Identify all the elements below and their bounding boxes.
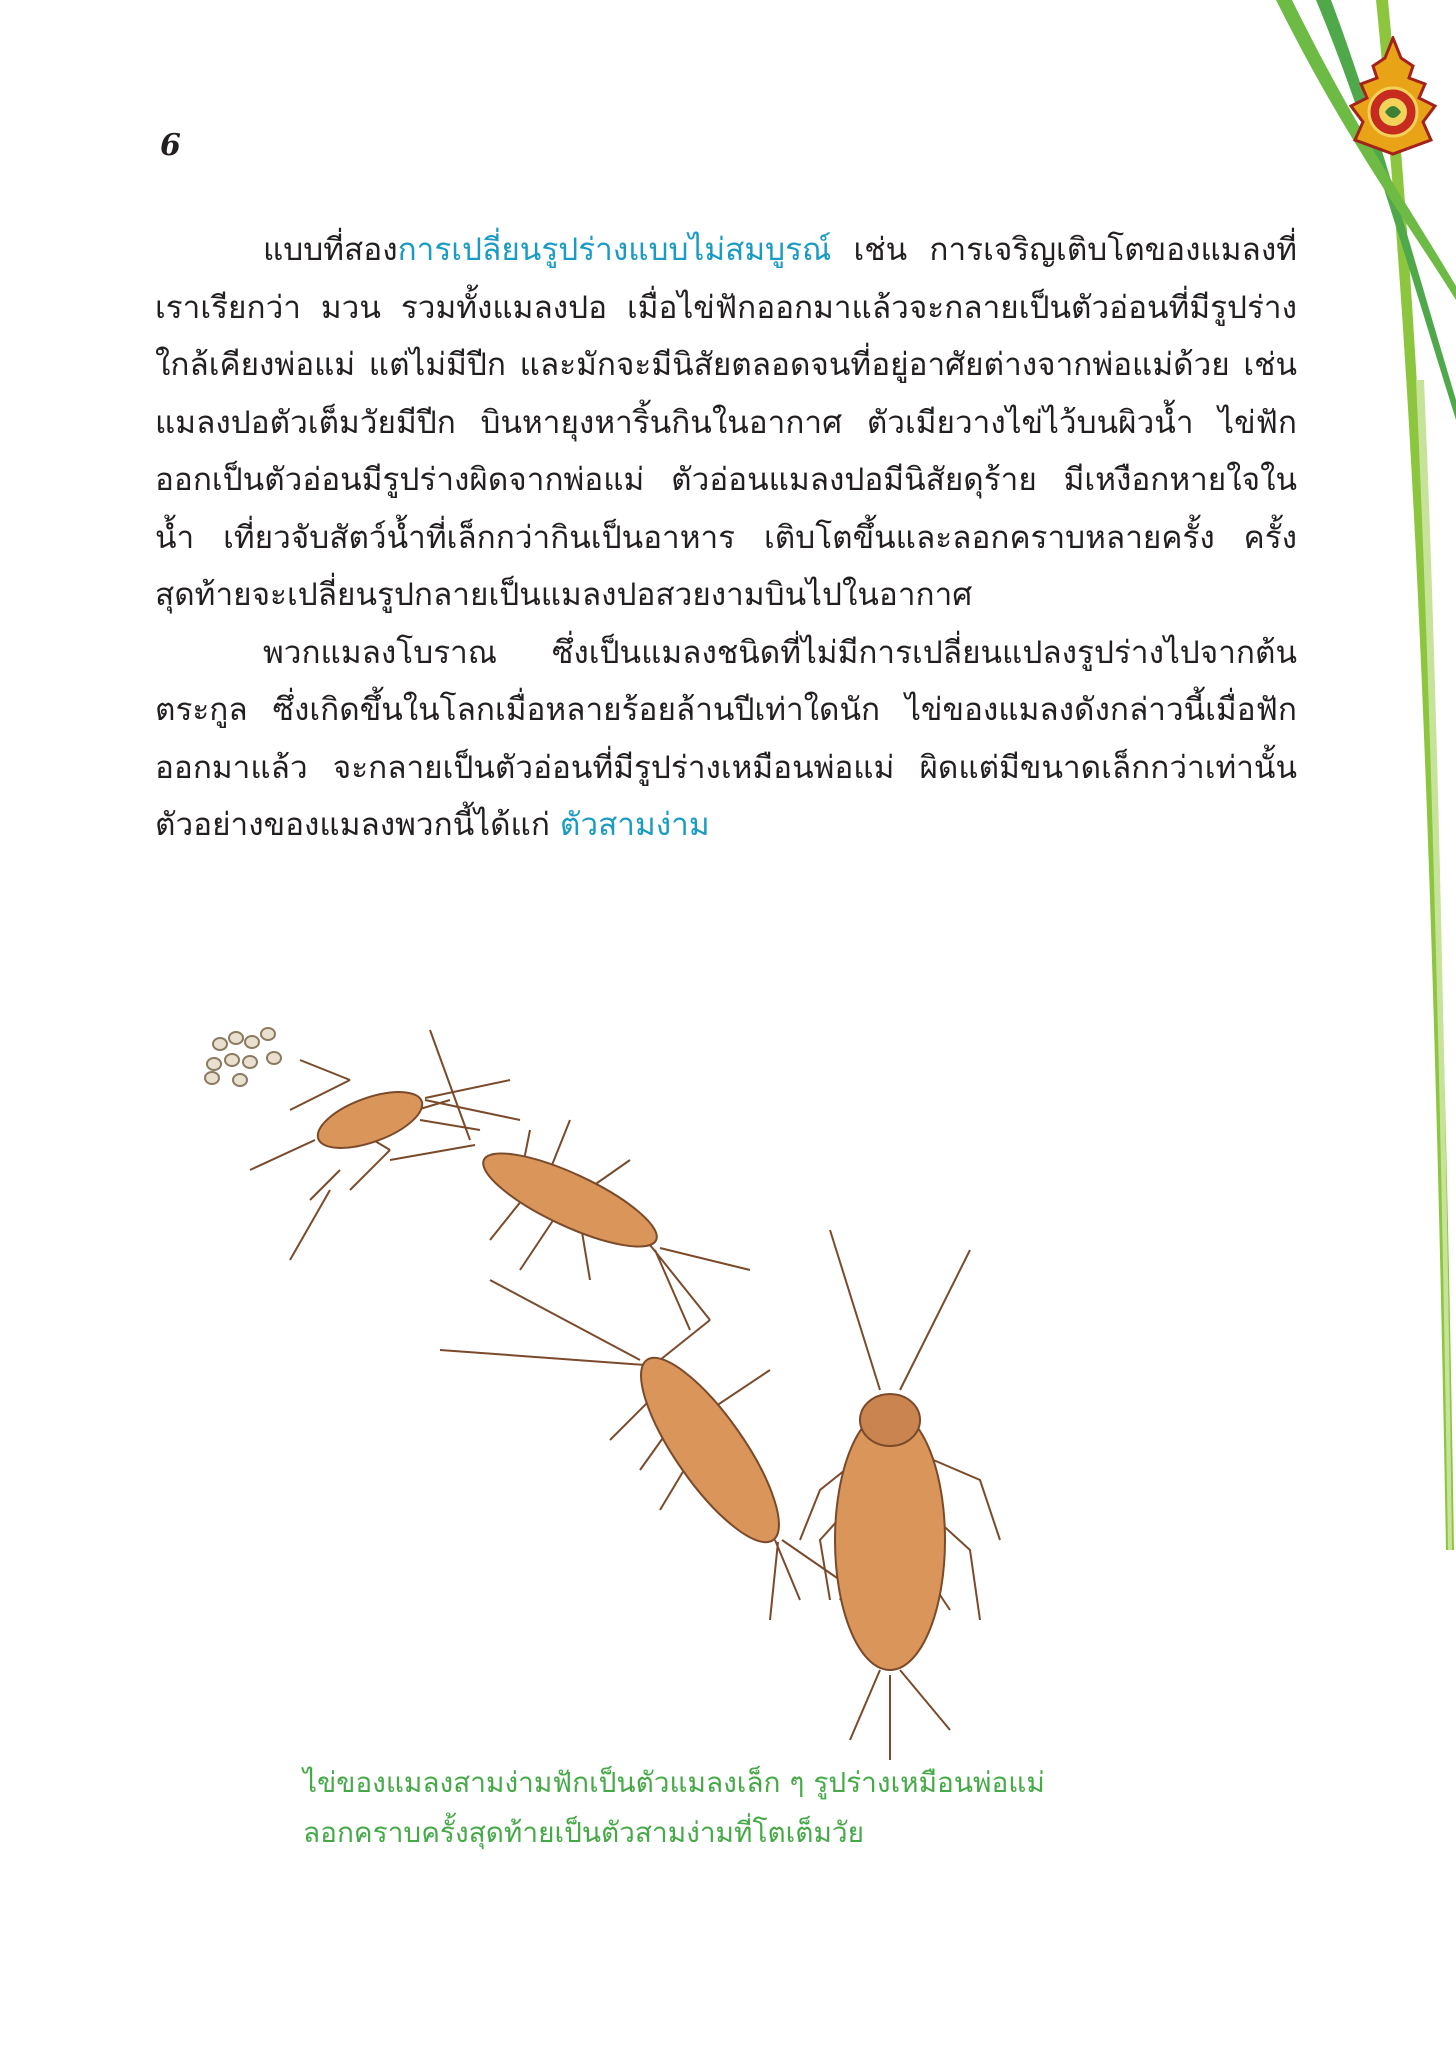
paragraph-1-text: เช่น การเจริญเติบโตของแมลงที่เราเรียกว่า มวน รวมทั้งแมลงปอ เมื่อไข่ฟักออกมาแล้วจะกลายเป็นตัวอ่อนที่มีรูปร่างใกล้เคียงพ่อแม่ แต่ไม่มีปีก และมักจะมีนิสัยตลอดจนที่อยู่อาศัยต่างจากพ่อแม่ด้วย เช่น แมลงปอตัวเต็มวัยมีปีก บินหายุงหาริ้นกินในอากาศ ตัวเมียวางไข่ไว้บนผิวน้ำ ไข่ฟักออกเป็นตัวอ่อนมีรูปร่างผิดจากพ่อแม่ ตัวอ่อนแมลงปอมีนิสัยดุร้าย มีเหงือกหายใจในน้ำ เที่ยวจับสัตว์น้ำที่เล็กกว่ากินเป็นอาหาร เติบโตขึ้นและลอกคราบหลายครั้ง ครั้งสุดท้ายจะเปลี่ยนรูปกลายเป็นแมลงปอสวยงามบินไปในอากาศ: [155, 232, 1297, 613]
nymph-large: [440, 1280, 840, 1620]
incomplete-metamorphosis-term: การเปลี่ยนรูปร่างแบบไม่สมบูรณ์: [397, 232, 832, 268]
egg-cluster: [205, 1028, 281, 1086]
paragraph-1-intro: แบบที่สอง: [263, 232, 398, 268]
adult-silverfish: [800, 1230, 1000, 1760]
page-number: 6: [160, 128, 181, 163]
body-text: [155, 222, 1297, 855]
paragraph-2: [155, 625, 1297, 855]
school-emblem-icon: [1342, 36, 1444, 156]
nymph-medium: [390, 1030, 750, 1330]
paragraph-2-text: พวกแมลงโบราณ ซึ่งเป็นแมลงชนิดที่ไม่มีการเปลี่ยนแปลงรูปร่างไปจากต้นตระกูล ซึ่งเกิดขึ้นในโลกเมื่อหลายร้อยล้านปีเท่าใดนัก ไข่ของแมลงดังกล่าวนี้เมื่อฟักออกมาแล้ว จะกลายเป็นตัวอ่อนที่มีรูปร่างเหมือนพ่อแม่ ผิดแต่มีขนาดเล็กกว่าเท่านั้น ตัวอย่างของแมลงพวกนี้ได้แก่: [155, 634, 1297, 843]
caption-line-1: ไข่ของแมลงสามง่ามฟักเป็นตัวแมลงเล็ก ๆ รูปร่างเหมือนพ่อแม่: [303, 1766, 1045, 1799]
paragraph-1: [155, 222, 1297, 625]
figure-caption: [303, 1758, 1045, 1858]
caption-line-2: ลอกคราบครั้งสุดท้ายเป็นตัวสามง่ามที่โตเต็มวัย: [303, 1816, 865, 1849]
silverfish-term: ตัวสามง่าม: [559, 807, 710, 843]
nymph-small: [250, 1060, 520, 1260]
